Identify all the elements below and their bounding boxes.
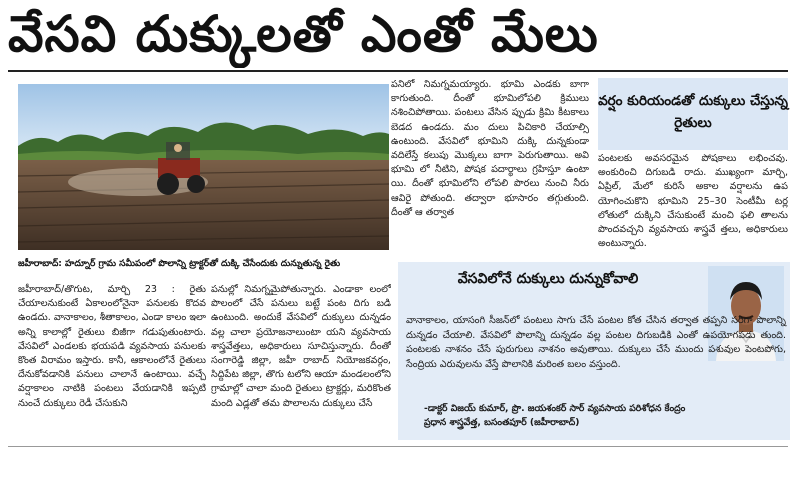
sidebar-title: వర్షం కురియండతో దుక్కులు చేస్తున్న రైతులు	[598, 93, 788, 131]
page-bottom-rule	[8, 446, 788, 447]
paragraph: పనిలో నిమగ్నమయ్యారు. భూమి ఎండకు బాగా కాగుతుంది. దీంతో భూమిలోపలి క్రిములు నశించిపోతాయి. పంటలు వేసిన ప్పుడు క్రిమి కీటకాలు బెడద ఉండదు. మం దులు పిచికారి చేయాల్సి ఉంటుంది. వేసవిలో భూమిని దుక్కి దున్నకుండా వదిలేస్తే కలుపు మొక్కలు బాగా పెరుగుతాయి. అవి భూమి లో నీటిని, పోషక పదార్థాలు గ్రహిస్తూ ఉంటా యి. దీంతో భూమిలోని లోపలి పొరలు నుంచి నీరు ఆవిరై పోతుంది. తద్వారా భూసారం తగ్గుతుంది. దీంతో ఆ తర్వాత	[391, 79, 589, 218]
expert-quote-box	[398, 262, 790, 440]
paragraph: పనుల్లో నిమగ్నమైపోతున్నారు. ఎండాకా లంలో పొలంలో చేసే పనులు బట్టే పంట దిగు బడి ఉంటుంది. అందుకే వేసవిలో దుక్కులు దున్నడం వల్ల చాలా ప్రయోజనాలుంటా యని వ్యవసాయ శాస్త్రవేత్తలు, అధికారులు సూచిస్తున్నారు. దీంతో సంగారెడ్డి జిల్లా, జహీ రాబాద్ నియోజకవర్గం, సిద్దిపేట జిల్లా, తొగు టలోని ఆయా మండలంలోని గ్రామాల్లో చాలా మంది రైతులు ట్రాక్టర్లు, మరికొంత మంది ఎడ్లతో తమ పొలాలను దుక్కులు చేసే	[211, 284, 391, 409]
photo-caption: జహీరాబాద్: హద్నూర్ గ్రామ సమీపంలో పొలాన్ని ట్రాక్టర్‌తో దుక్కి చేసేందుకు దున్నుతున్న రైతు	[18, 259, 341, 269]
expert-credit-line: ప్రధాన శాస్త్రవేత్త, బసంతపూర్ (జహీరాబాద్)	[424, 416, 580, 428]
paragraph: పంటలకు అవసరమైన పోషకాలు లభించవు. అంకురించి దిగుబడి రాదు. ముఖ్యంగా మార్చి, ఏప్రిల్, మేలో కురిసే అకాల వర్షాలను ఉప యోగించుకొని భూమిని 25–30 సెంటీమీ టర్ల లోతులో దుక్కిని చేసుకుంటే మంచి ఫలి తాలను పొందవచ్చని వ్యవసాయ శాస్త్రవే త్తలు, అధికారులు అంటున్నారు.	[598, 153, 788, 250]
article-column-left	[18, 283, 206, 443]
expert-credit	[424, 402, 784, 429]
headline: వేసవి దుక్కులతో ఎంతో మేలు	[8, 5, 599, 63]
expert-credit-line: -డాక్టర్ విజయ్ కుమార్, ప్రొ. జయశంకర్ సార్ వ్యవసాయ పరిశోధన కేంద్రం	[424, 403, 686, 414]
article-column-middle	[211, 283, 391, 443]
expert-quote-title: వేసవిలోనే దుక్కులు దున్నుకోవాలి	[457, 271, 639, 287]
expert-quote-text: వానాకాలం, యాసంగి సీజన్‌లో పంటలు సాగు చేసే పంటల కోత చేసిన తర్వాత తప్పని సరిగా పొలాన్ని దున్నడం చేయాలి. వేసవిలో పొలాన్ని దున్నడం వల్ల పంటల దిగుబడికి ఎంతో ఉపయోగపడు తుంది. పంటలకు నాశనం చేసే పురుగులు నాశనం అవుతాయి. దుక్కులు చేసే ముందు పశువుల పెంటపోగు, సేంద్రియ ఎరువులను వేస్తే పొలానికి మరింత బలం వస్తుంది.	[406, 315, 786, 370]
tractor-field-photo	[18, 84, 389, 250]
paragraph: జహీరాబాద్/తొగుట, మార్చి 23 : రైతు చేయాలనుకుంటే ఏకాలంలోనైనా పనులకు కొదవ ఉండదు. వానాకాలం, శీతాకాలం, ఎండా కాలం ఇలా అన్ని కాలాల్లో రైతులు బిజీగా గడుపుతుంటారు. వేసవిలో ఎండలకు భయపడి వ్యవసాయ పనులకు కొంత విరామం ఇస్తారు. కానీ, ఆకాలంలోనే రైతులు దేనుకోవడానికి పనులు చాలానే ఉంటాయి. వచ్చే వర్షాకాలం నాటికి పంటలు వేయడానికి ఇప్పటి నుంచే దుక్కులు రెడీ చేసుకుని	[18, 284, 206, 409]
headline-rule	[8, 70, 788, 72]
article-column-right	[598, 152, 788, 258]
article-column-top	[391, 78, 589, 254]
sidebar-title-box	[598, 78, 788, 150]
